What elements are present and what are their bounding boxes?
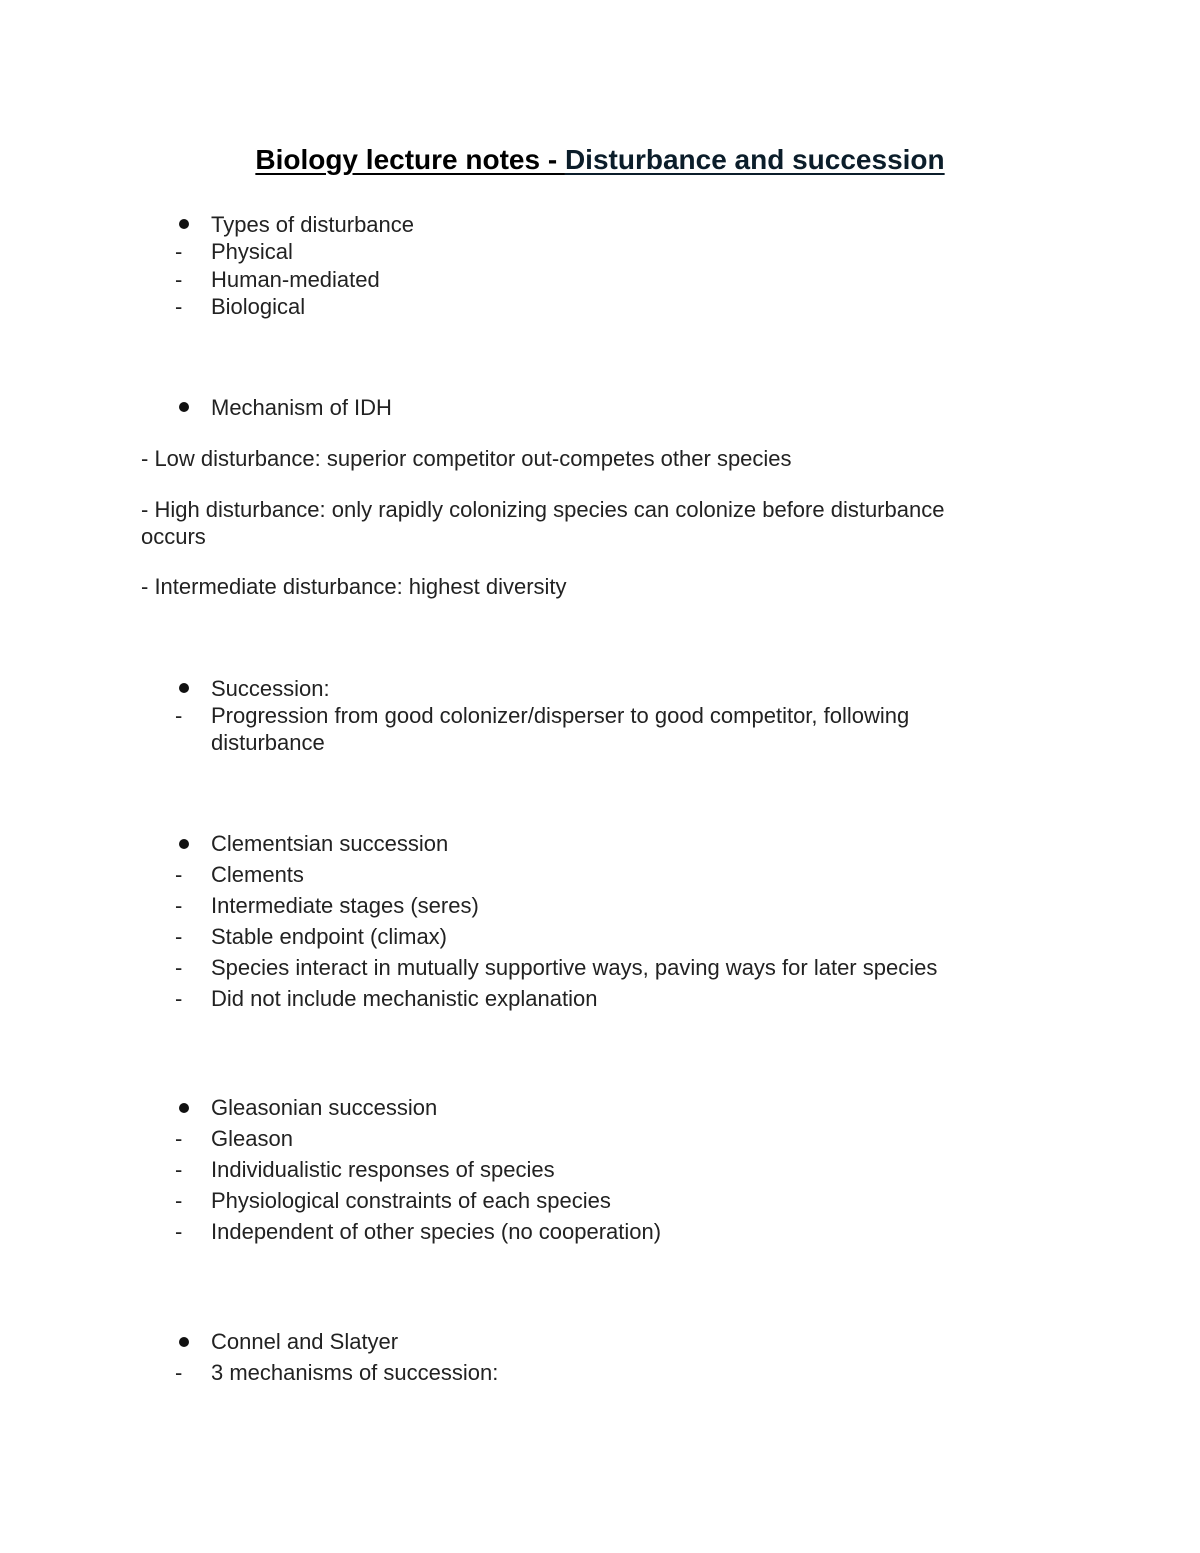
title-part-1: Biology lecture notes - bbox=[255, 144, 565, 175]
list-item: Clements bbox=[211, 862, 304, 887]
list-item: Intermediate stages (seres) bbox=[211, 893, 479, 918]
title-part-2: Disturbance and succession bbox=[564, 144, 945, 175]
list-item: Stable endpoint (climax) bbox=[211, 924, 448, 949]
paragraph-continuation: occurs bbox=[141, 524, 206, 549]
list-item: Independent of other species (no cooperation) bbox=[211, 1219, 662, 1244]
section-heading-types: Types of disturbance bbox=[211, 212, 415, 237]
list-item: Individualistic responses of species bbox=[211, 1157, 555, 1182]
dash-marker: - bbox=[175, 1360, 183, 1385]
dash-marker: - bbox=[175, 1157, 183, 1182]
dash-marker: - bbox=[175, 1188, 183, 1213]
dash-marker: - bbox=[175, 239, 183, 264]
dash-marker: - bbox=[175, 924, 183, 949]
dash-marker: - bbox=[175, 703, 183, 728]
section-heading-connel: Connel and Slatyer bbox=[211, 1329, 399, 1354]
dash-marker: - bbox=[175, 267, 183, 292]
section-heading-succession: Succession: bbox=[211, 676, 330, 701]
list-item-continuation: disturbance bbox=[211, 730, 325, 755]
list-item: Did not include mechanistic explanation bbox=[211, 986, 598, 1011]
list-item: Physical bbox=[211, 239, 293, 264]
dash-marker: - bbox=[175, 1219, 183, 1244]
bullet-icon bbox=[179, 1103, 189, 1113]
dash-marker: - bbox=[175, 955, 183, 980]
dash-marker: - bbox=[175, 893, 183, 918]
paragraph: - Intermediate disturbance: highest diversity bbox=[141, 574, 567, 599]
list-item: Physiological constraints of each species bbox=[211, 1188, 611, 1213]
list-item: 3 mechanisms of succession: bbox=[211, 1360, 499, 1385]
bullet-icon bbox=[179, 1337, 189, 1347]
dash-marker: - bbox=[175, 1126, 183, 1151]
list-item: Biological bbox=[211, 294, 306, 319]
paragraph: - Low disturbance: superior competitor out-competes other species bbox=[141, 446, 792, 471]
list-item: Human-mediated bbox=[211, 267, 380, 292]
list-item: Gleason bbox=[211, 1126, 293, 1151]
bullet-icon bbox=[179, 839, 189, 849]
list-item: Species interact in mutually supportive ways, paving ways for later species bbox=[211, 955, 938, 980]
section-heading-idh: Mechanism of IDH bbox=[211, 395, 392, 420]
section-heading-clementsian: Clementsian succession bbox=[211, 831, 449, 856]
section-heading-gleasonian: Gleasonian succession bbox=[211, 1095, 438, 1120]
page-title bbox=[0, 140, 1200, 180]
dash-marker: - bbox=[175, 294, 183, 319]
bullet-icon bbox=[179, 402, 189, 412]
paragraph: - High disturbance: only rapidly colonizing species can colonize before disturbance bbox=[141, 497, 945, 522]
dash-marker: - bbox=[175, 986, 183, 1011]
list-item: Progression from good colonizer/disperser to good competitor, following bbox=[211, 703, 910, 728]
dash-marker: - bbox=[175, 862, 183, 887]
bullet-icon bbox=[179, 219, 189, 229]
bullet-icon bbox=[179, 683, 189, 693]
